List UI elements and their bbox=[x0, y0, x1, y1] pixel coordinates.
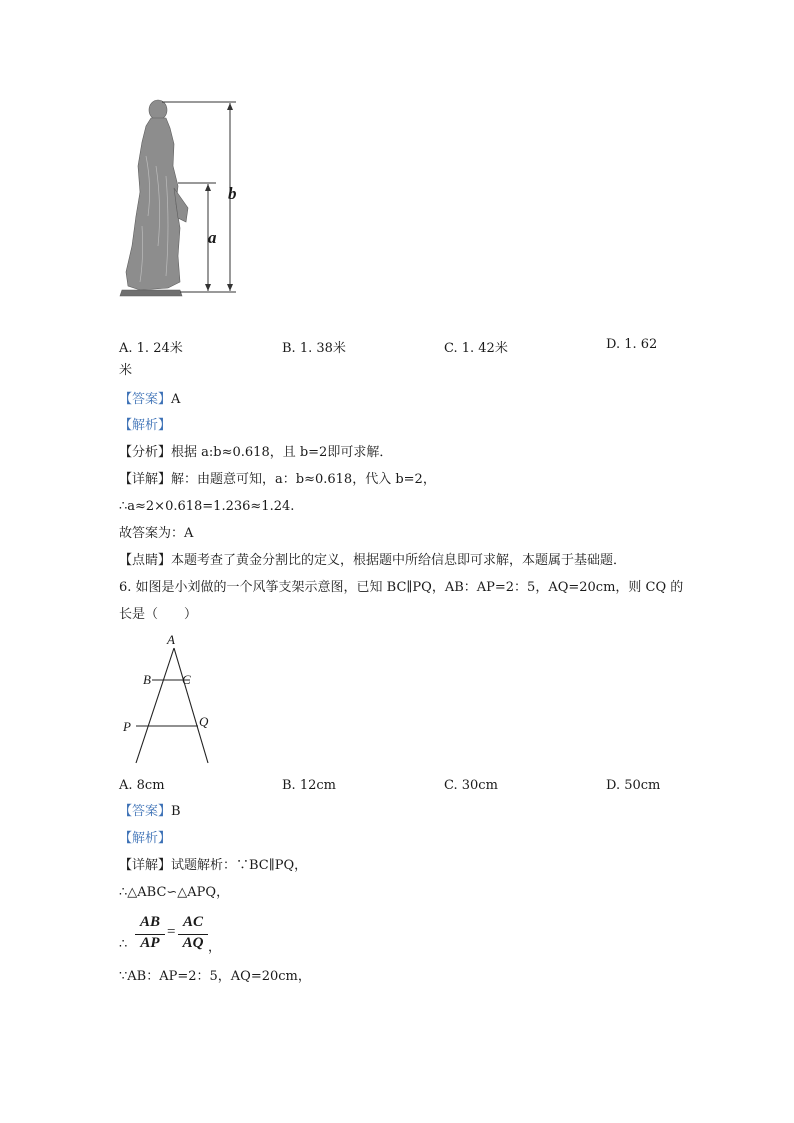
answer-value: A bbox=[171, 392, 181, 407]
answer-tag: 【答案】 bbox=[119, 804, 172, 819]
q6-stem-line1: 6. 如图是小刘做的一个风筝支架示意图，已知 BC∥PQ，AB：AP=2：5，AQ=20cm，则 CQ 的 bbox=[119, 580, 684, 595]
q6-option-d: D. 50cm bbox=[606, 778, 661, 793]
q5-xiangjie-line bbox=[119, 471, 436, 489]
q5-fenxi-line bbox=[119, 444, 392, 462]
q6-stem-line2: 长是（ ） bbox=[119, 607, 198, 622]
therefore-symbol: ∴ bbox=[119, 936, 128, 951]
trailing-comma: ， bbox=[208, 939, 222, 954]
q5-dianjing-line bbox=[119, 552, 626, 570]
answer-value: B bbox=[171, 804, 181, 819]
q5-option-a: A. 1. 24米 bbox=[119, 341, 183, 356]
q5-option-wrap: 米 bbox=[119, 363, 133, 378]
kite-frame-figure bbox=[118, 630, 228, 770]
frac2-denominator: AQ bbox=[182, 935, 204, 951]
xiangjie-text: 解：由题意可知，a：b≈0.618，代入 b=2， bbox=[171, 472, 436, 487]
q6-option-b: B. 12cm bbox=[282, 778, 336, 793]
label-a: a bbox=[208, 228, 217, 247]
q6-similar: ∴△ABC∽△APQ， bbox=[119, 885, 230, 900]
q6-option-c: C. 30cm bbox=[444, 778, 498, 793]
q6-analysis-tag: 【解析】 bbox=[119, 831, 172, 846]
frac2-numerator: AC bbox=[182, 914, 203, 930]
xiangjie-tag: 【详解】 bbox=[119, 472, 172, 487]
q5-option-d: D. 1. 62 bbox=[606, 337, 658, 352]
point-b: B bbox=[143, 672, 151, 687]
q6-given: ∵AB：AP=2：5，AQ=20cm， bbox=[119, 969, 311, 984]
q5-final: 故答案为：A bbox=[119, 526, 194, 541]
xiangjie-text: 试题解析：∵BC∥PQ， bbox=[171, 858, 308, 873]
point-p: P bbox=[123, 719, 131, 734]
equals-sign: = bbox=[167, 924, 176, 940]
q6-xiangjie-line bbox=[119, 857, 307, 875]
label-b: b bbox=[228, 184, 237, 203]
dianjing-tag: 【点睛】 bbox=[119, 553, 172, 568]
q5-option-b: B. 1. 38米 bbox=[282, 341, 346, 356]
point-q: Q bbox=[199, 714, 209, 729]
fenxi-text: 根据 a:b≈0.618，且 b=2即可求解． bbox=[171, 445, 393, 460]
q5-option-c: C. 1. 42米 bbox=[444, 341, 508, 356]
fenxi-tag: 【分析】 bbox=[119, 445, 172, 460]
q5-answer-line bbox=[119, 391, 180, 409]
q6-answer-line bbox=[119, 803, 181, 821]
q5-analysis-tag: 【解析】 bbox=[119, 418, 172, 433]
point-a: A bbox=[167, 632, 175, 647]
answer-tag: 【答案】 bbox=[119, 392, 172, 407]
q6-option-a: A. 8cm bbox=[119, 778, 165, 793]
frac1-numerator: AB bbox=[139, 914, 160, 930]
frac1-denominator: AP bbox=[140, 935, 160, 951]
q5-calc: ∴a≈2×0.618=1.236≈1.24. bbox=[119, 499, 295, 514]
xiangjie-tag: 【详解】 bbox=[119, 858, 172, 873]
point-c: C bbox=[182, 672, 191, 687]
dianjing-text: 本题考查了黄金分割比的定义，根据题中所给信息即可求解，本题属于基础题． bbox=[171, 553, 627, 568]
